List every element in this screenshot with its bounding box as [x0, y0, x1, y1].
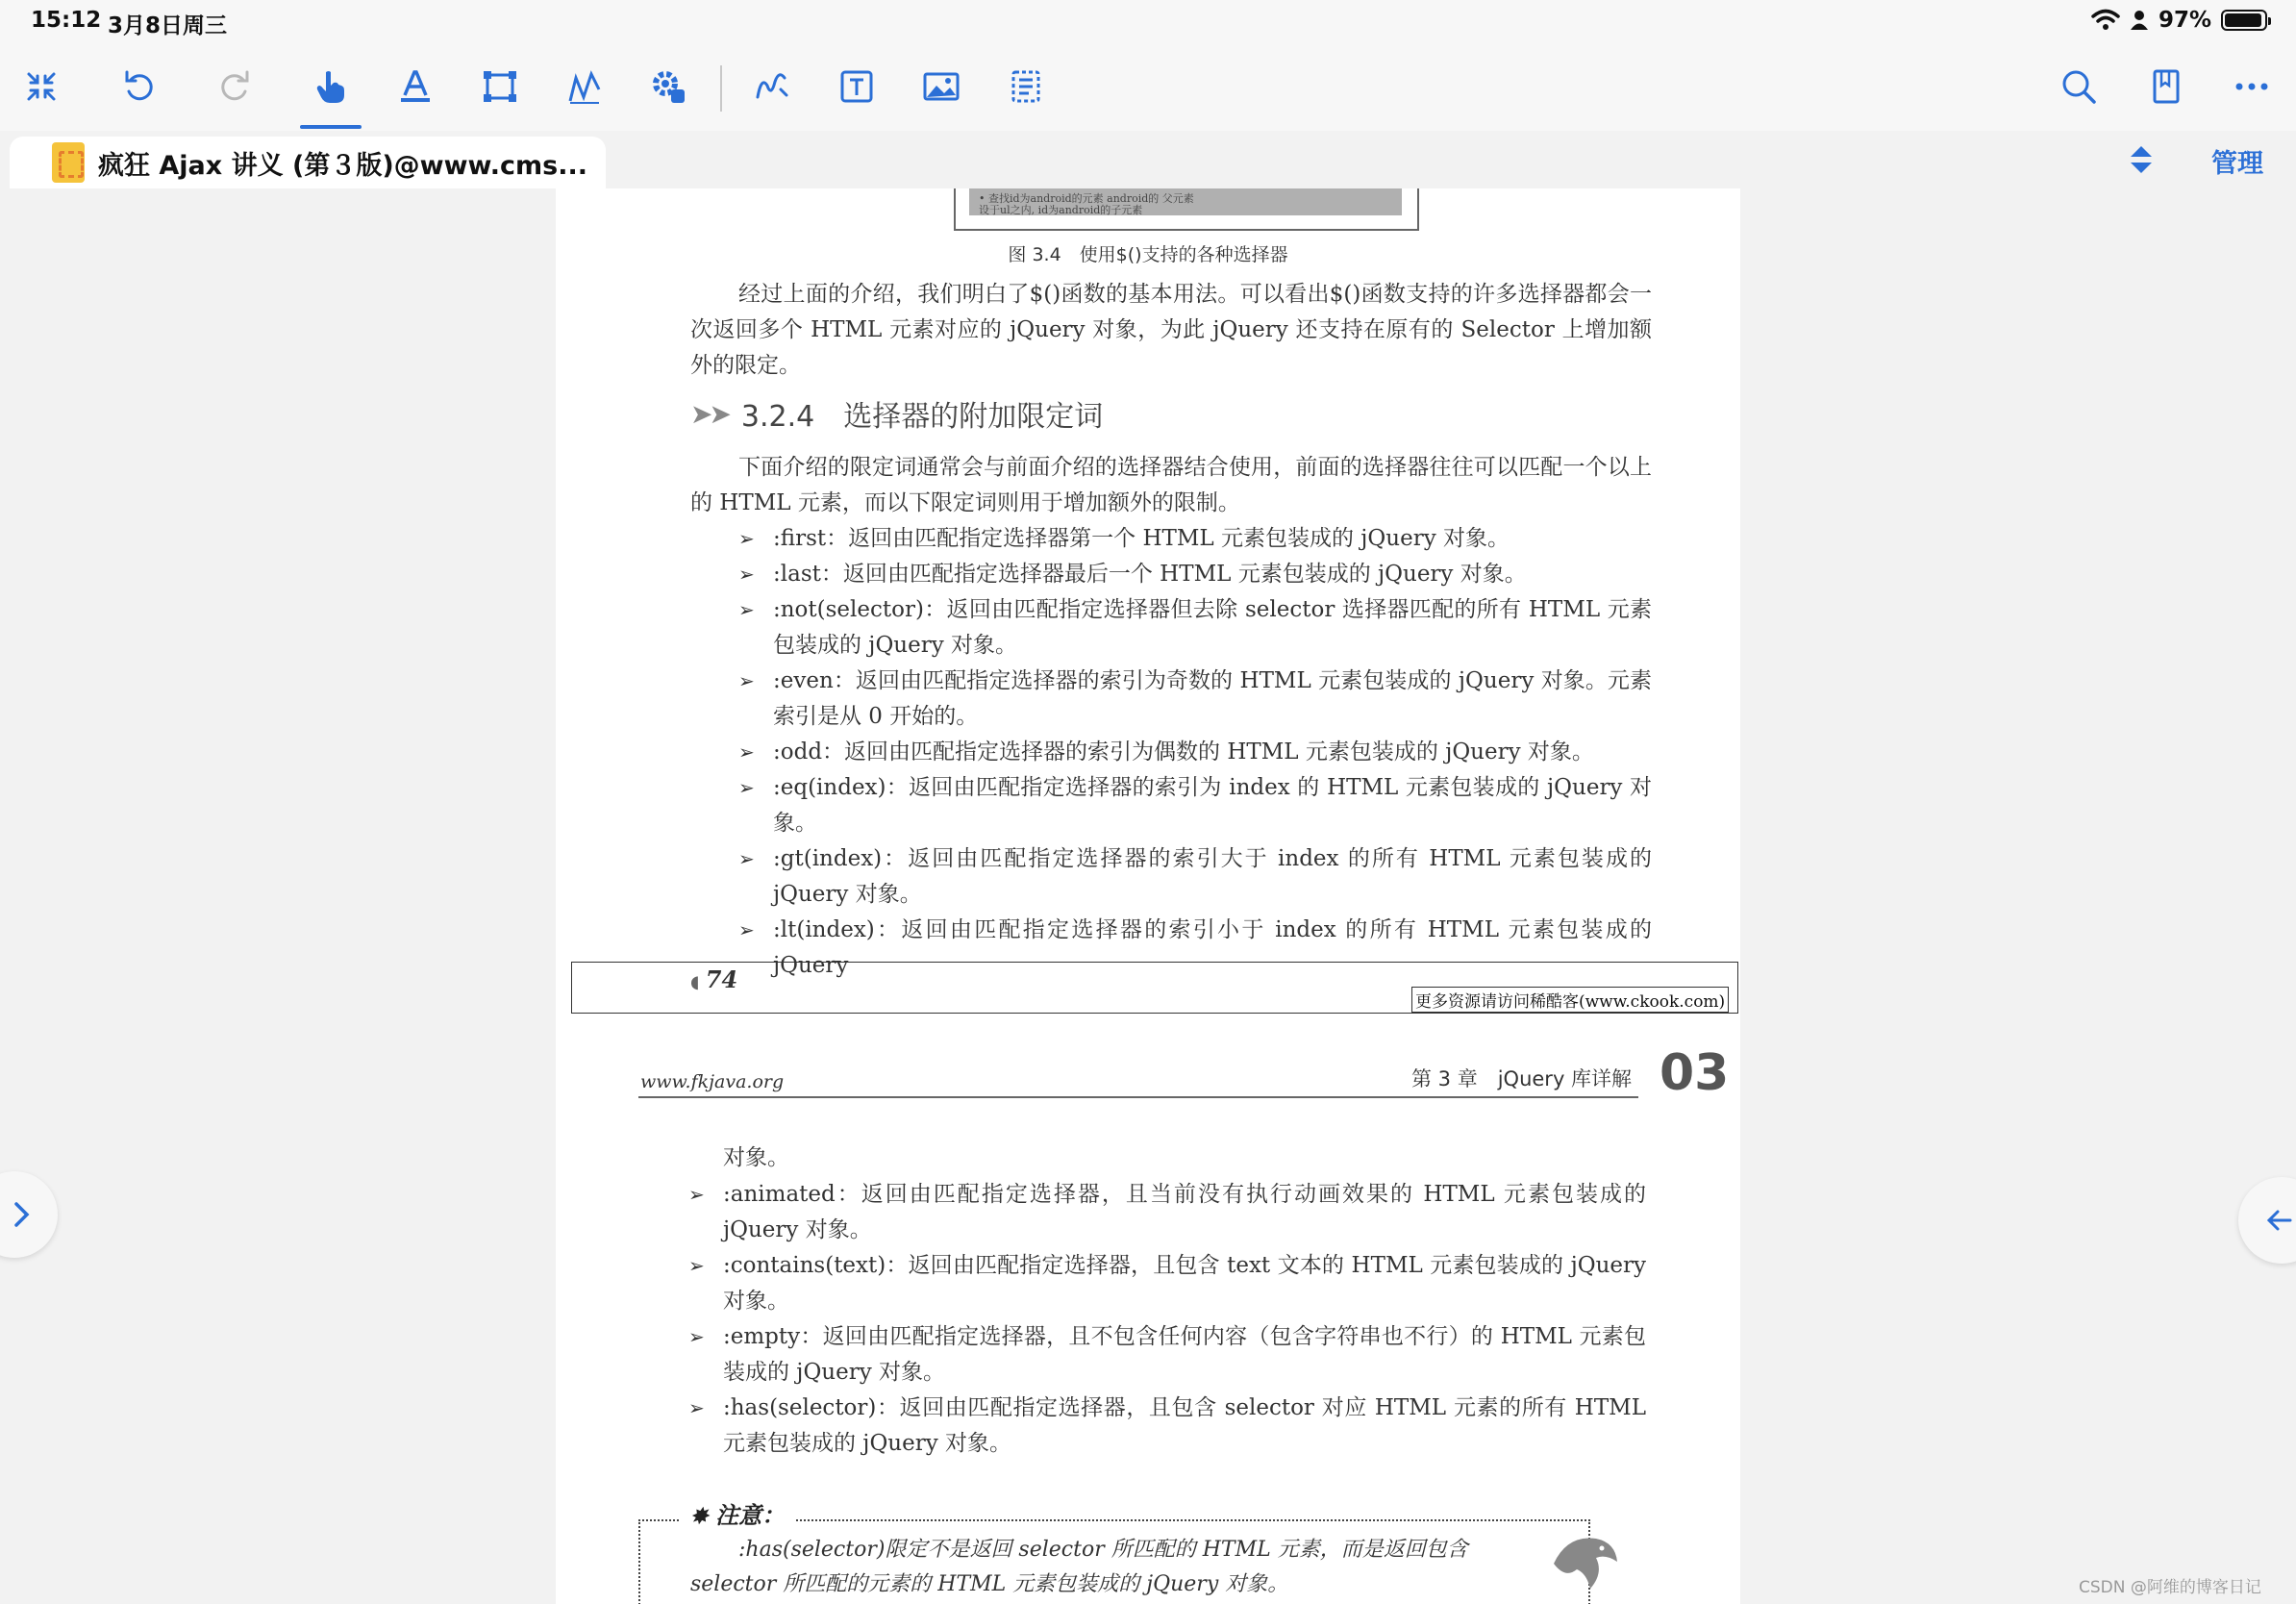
chevron-right-icon	[8, 1200, 37, 1229]
note-text: :has(selector)限定不是返回 selector 所匹配的 HTML 元素，而是返回包含 selector 所匹配的元素的 HTML 元素包装成的 jQuery 对象。	[690, 1538, 1468, 1596]
list-item: ➢ :empty：返回由匹配指定选择器，且不包含任何内容（包含字符串也不行）的 HTML 元素包装成的 jQuery 对象。	[688, 1319, 1646, 1391]
list-item: ➢ :lt(index)：返回由匹配指定选择器的索引小于 index 的所有 HTML 元素包装成的 jQuery	[738, 913, 1652, 984]
battery-icon	[2221, 10, 2267, 31]
status-bar	[0, 0, 2296, 42]
figure-frame	[954, 188, 1419, 231]
settings-icon[interactable]	[641, 60, 695, 113]
qualifier-list	[738, 521, 1652, 984]
sort-icon[interactable]	[2127, 144, 2156, 175]
toolbar-separator	[720, 65, 722, 112]
note-label: ✸ 注意：	[681, 1496, 794, 1530]
credit-watermark: CSDN @阿维的博客日记	[2079, 1578, 2261, 1597]
text-box-icon[interactable]	[830, 60, 884, 113]
document-title: 疯狂 Ajax 讲义 (第３版)@www.cms...	[98, 150, 588, 181]
section-title: 3.2.4 选择器的附加限定词	[740, 400, 1104, 434]
chapter-number: 03	[1660, 1044, 1730, 1102]
signature-icon[interactable]	[558, 60, 611, 113]
ocr-icon[interactable]	[999, 60, 1053, 113]
wifi-icon	[2091, 9, 2120, 32]
tab-bar	[0, 131, 2296, 188]
list-item: ➢ :animated：返回由匹配指定选择器，且当前没有执行动画效果的 HTML 元素包装成的 jQuery 对象。	[688, 1177, 1646, 1248]
document-thumbnail-icon	[52, 142, 85, 183]
text-highlight-icon[interactable]	[388, 60, 442, 113]
paragraph-continuation: 对象。	[723, 1145, 789, 1170]
page-header-chapter: 第 3 章 jQuery 库详解	[1411, 1067, 1633, 1090]
section-arrows-icon: ➤➤	[690, 397, 728, 430]
freehand-icon[interactable]	[745, 60, 799, 113]
arrow-left-icon	[2265, 1206, 2294, 1235]
toolbar	[0, 42, 2296, 131]
redo-icon[interactable]	[208, 60, 262, 113]
manage-button[interactable]: 管理	[2211, 149, 2263, 179]
dolphin-icon	[1548, 1525, 1623, 1600]
image-icon[interactable]	[914, 60, 968, 113]
status-right	[2091, 8, 2267, 33]
list-item: ➢ :even：返回由匹配指定选择器的索引为奇数的 HTML 元素包装成的 jQuery 对象。元素索引是从 0 开始的。	[738, 664, 1652, 735]
pdf-page-view[interactable]	[556, 188, 1740, 1604]
page-number: ◖ 74	[690, 965, 737, 993]
next-page-button[interactable]	[0, 1171, 58, 1258]
page-header-site: www.fkjava.org	[640, 1071, 785, 1092]
list-item: ➢ :eq(index)：返回由匹配指定选择器的索引为 index 的 HTML 元素包装成的 jQuery 对象。	[738, 770, 1652, 841]
figure-image: • 查找id为android的元素 android的 父元素 设于ul之内, id为android的子元素	[969, 188, 1402, 215]
person-icon	[2130, 10, 2149, 31]
status-time: 15:12	[31, 8, 102, 33]
header-rule	[638, 1096, 1638, 1098]
rectangle-select-icon[interactable]	[473, 60, 527, 113]
list-item: ➢ :last：返回由匹配指定选择器最后一个 HTML 元素包装成的 jQuery 对象。	[738, 557, 1652, 592]
list-item: ➢ :odd：返回由匹配指定选择器的索引为偶数的 HTML 元素包装成的 jQuery 对象。	[738, 735, 1652, 770]
back-button[interactable]	[2238, 1177, 2296, 1264]
list-item: ➢ :not(selector)：返回由匹配指定选择器但去除 selector 选择器匹配的所有 HTML 元素包装成的 jQuery 对象。	[738, 592, 1652, 664]
figure-caption: 图 3.4 使用$()支持的各种选择器	[1008, 244, 1288, 265]
document-tab[interactable]	[10, 137, 606, 188]
bookmark-icon[interactable]	[2139, 60, 2193, 113]
qualifier-list-continued	[688, 1177, 1646, 1462]
watermark-text: 更多资源请访问稀酷客(www.ckook.com)	[1411, 987, 1729, 1013]
battery-percent: 97%	[2158, 8, 2211, 33]
paragraph-intro: 经过上面的介绍，我们明白了$()函数的基本用法。可以看出$()函数支持的许多选择器都会一次返回多个 HTML 元素对应的 jQuery 对象，为此 jQuery 还支持在原有的 Selector 上增加额外的限定。	[690, 282, 1652, 378]
collapse-icon[interactable]	[14, 60, 68, 113]
list-item: ➢ :gt(index)：返回由匹配指定选择器的索引大于 index 的所有 HTML 元素包装成的 jQuery 对象。	[738, 841, 1652, 913]
list-item: ➢ :first：返回由匹配指定选择器第一个 HTML 元素包装成的 jQuery 对象。	[738, 521, 1652, 557]
paragraph-section-intro: 下面介绍的限定词通常会与前面介绍的选择器结合使用，前面的选择器往往可以匹配一个以上的 HTML 元素，而以下限定词则用于增加额外的限制。	[690, 455, 1652, 515]
section-heading	[690, 392, 1103, 435]
hand-pointer-icon[interactable]	[304, 60, 358, 113]
search-icon[interactable]	[2052, 60, 2106, 113]
active-tool-indicator	[300, 125, 362, 129]
list-item: ➢ :has(selector)：返回由匹配指定选择器，且包含 selector 对应 HTML 元素的所有 HTML 元素包装成的 jQuery 对象。	[688, 1391, 1646, 1462]
list-item: ➢ :contains(text)：返回由匹配指定选择器，且包含 text 文本的 HTML 元素包装成的 jQuery 对象。	[688, 1248, 1646, 1319]
undo-icon[interactable]	[112, 60, 166, 113]
status-date: 3月8日周三	[108, 13, 228, 38]
more-icon[interactable]	[2225, 60, 2279, 113]
